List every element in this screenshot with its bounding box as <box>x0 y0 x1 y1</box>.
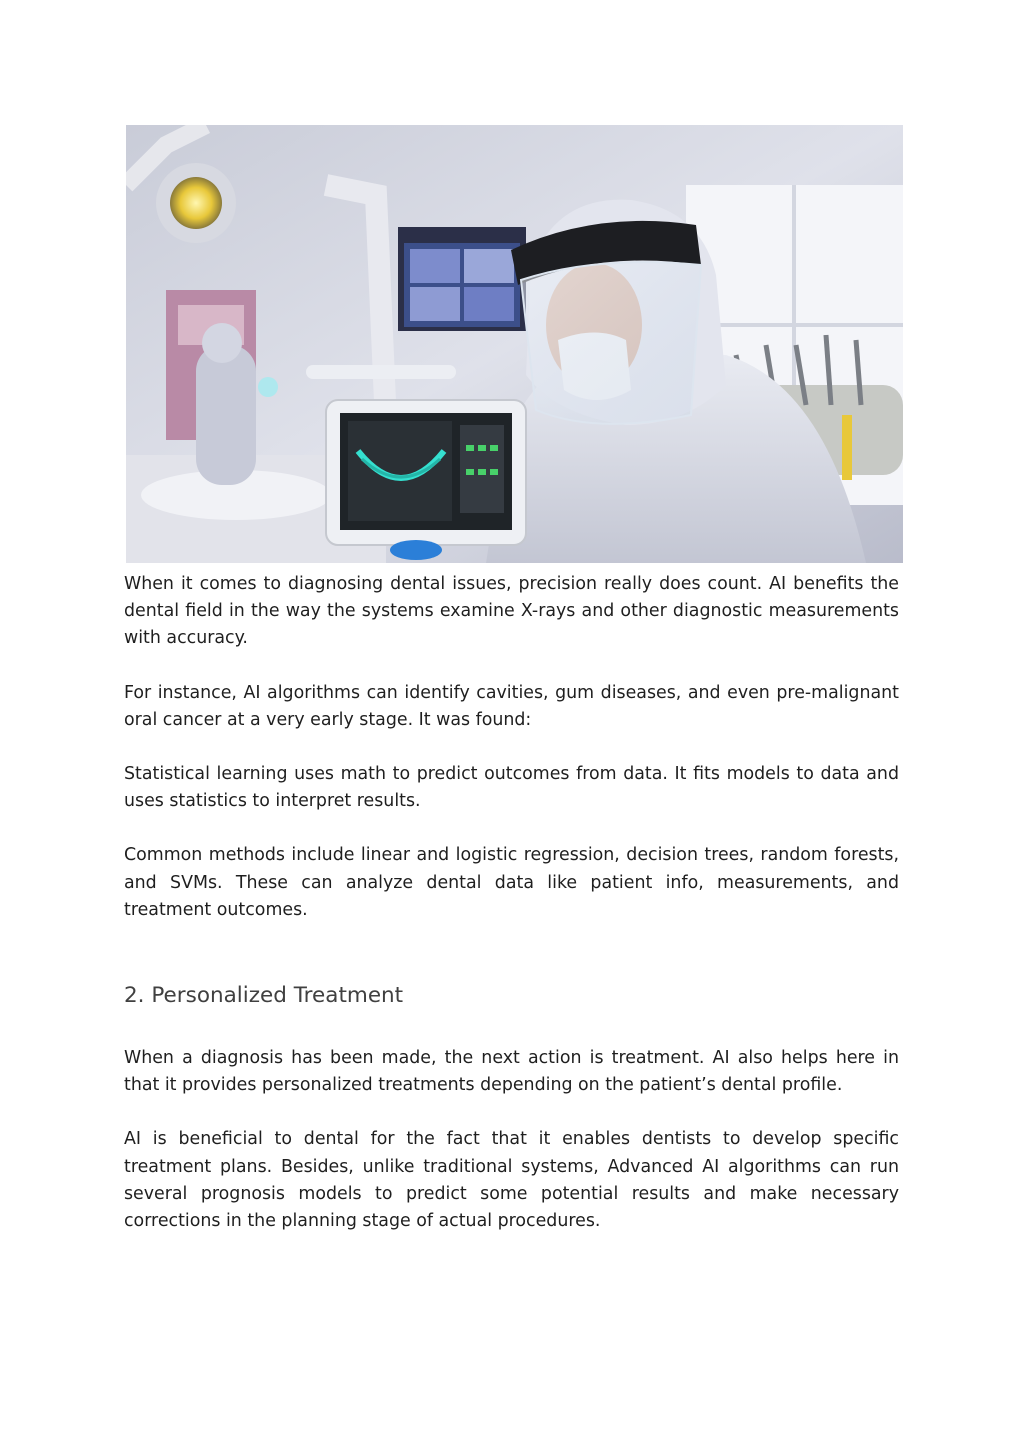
paragraph: For instance, AI algorithms can identify cavities, gum diseases, and even pre-malignant oral cancer at a very early stage. It was found: <box>124 682 899 730</box>
paragraph: Common methods include linear and logistic regression, decision trees, random forests, and SVMs. These can analyze dental data like patient info, measurements, and treatment outcomes. <box>124 845 899 920</box>
section-heading: 2. Personalized Treatment <box>124 983 404 1009</box>
paragraph: When it comes to diagnosing dental issues, precision really does count. AI benefits the dental field in the way the systems examine X-rays and other diagnostic measurements with accuracy. <box>124 574 899 649</box>
dentist-with-tablet-photo <box>126 125 903 563</box>
document-page <box>124 125 899 1235</box>
paragraph: Statistical learning uses math to predict outcomes from data. It fits models to data and uses statistics to interpret results. <box>124 764 899 812</box>
paragraph: AI is beneficial to dental for the fact that it enables dentists to develop specific treatment plans. Besides, unlike traditional systems, Advanced AI algorithms can run several prognosis models to predict some potential results and make necessary corrections in the planning stage of actual procedures. <box>124 1129 899 1232</box>
paragraph: When a diagnosis has been made, the next action is treatment. AI also helps here in that it provides personalized treatments depending on the patient’s dental profile. <box>124 1048 899 1096</box>
